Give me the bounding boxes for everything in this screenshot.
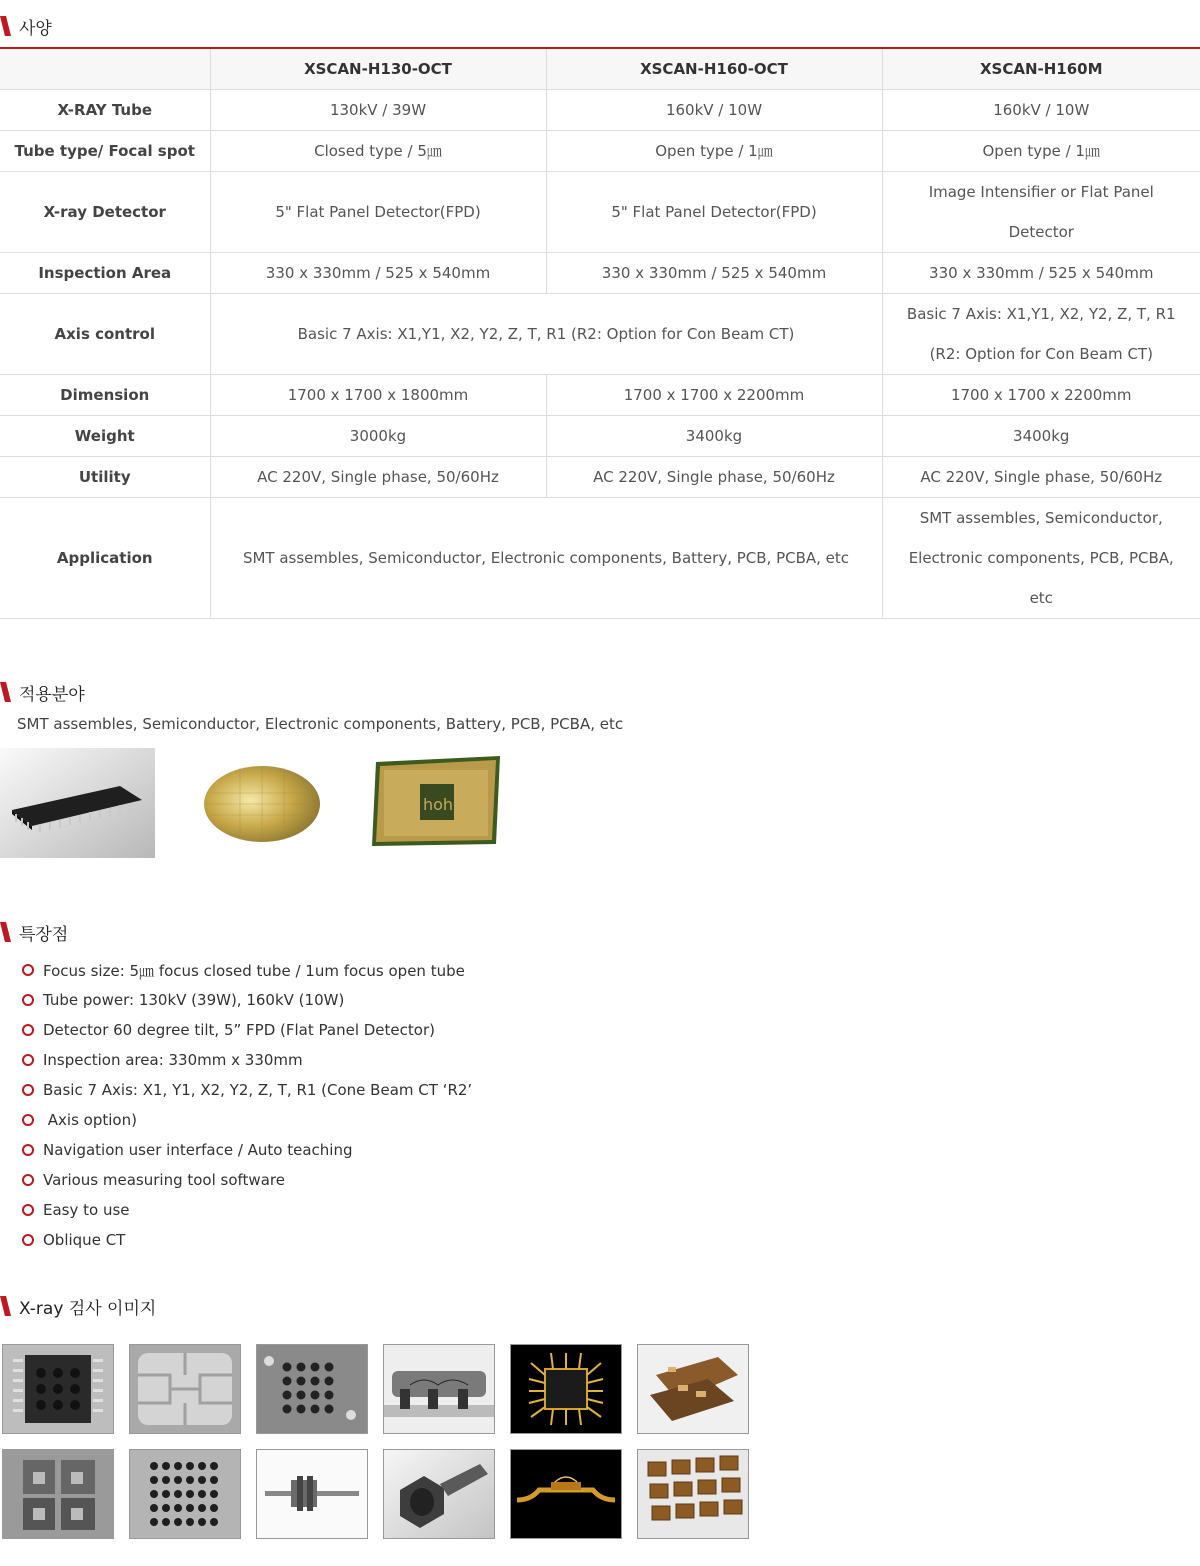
table-cell: 1700 x 1700 x 2200mm	[882, 375, 1200, 416]
table-cell: 160kV / 10W	[546, 90, 882, 131]
table-cell: AC 220V, Single phase, 50/60Hz	[210, 457, 546, 498]
table-cell: AC 220V, Single phase, 50/60Hz	[882, 457, 1200, 498]
feature-text: Axis option)	[43, 1111, 137, 1129]
table-cell: 330 x 330mm / 525 x 540mm	[882, 253, 1200, 294]
heading-marker-icon	[0, 682, 11, 702]
features-heading-text: 특장점	[19, 924, 69, 945]
row-label: Tube type/ Focal spot	[0, 131, 210, 172]
table-row	[0, 253, 1200, 294]
wafer-photo	[180, 748, 335, 858]
list-item	[22, 1075, 472, 1105]
bullet-circle-icon	[22, 1144, 34, 1156]
features-heading	[0, 919, 68, 945]
application-heading-text: 적용분야	[19, 684, 85, 705]
feature-text: Tube power: 130kV (39W), 160kV (10W)	[43, 991, 345, 1009]
table-cell: 3000kg	[210, 416, 546, 457]
table-cell-merged: Basic 7 Axis: X1,Y1, X2, Y2, Z, T, R1 (R2: Option for Con Beam CT)	[210, 294, 882, 375]
table-cell: 5" Flat Panel Detector(FPD)	[546, 172, 882, 253]
xray-image-package-side	[383, 1344, 495, 1434]
table-cell-merged: SMT assembles, Semiconductor, Electronic components, Battery, PCB, PCBA, etc	[210, 498, 882, 619]
row-label: Dimension	[0, 375, 210, 416]
list-item	[22, 1045, 472, 1075]
row-label: Axis control	[0, 294, 210, 375]
table-cell: 160kV / 10W	[882, 90, 1200, 131]
xray-image-sim-card	[129, 1344, 241, 1434]
bullet-circle-icon	[22, 1114, 34, 1126]
table-cell: 3400kg	[882, 416, 1200, 457]
table-row	[0, 294, 1200, 375]
bullet-circle-icon	[22, 994, 34, 1006]
xray-image-fitting-3d	[383, 1449, 495, 1539]
list-item	[22, 1195, 472, 1225]
bullet-circle-icon	[22, 1174, 34, 1186]
ic-chip-photo	[0, 748, 155, 858]
table-cell: Basic 7 Axis: X1,Y1, X2, Y2, Z, T, R1 (R2: Option for Con Beam CT)	[882, 294, 1200, 375]
xray-image-bga	[256, 1344, 368, 1434]
table-cell: 3400kg	[546, 416, 882, 457]
table-cell: 130kV / 39W	[210, 90, 546, 131]
xray-heading-text: X-ray 검사 이미지	[19, 1298, 157, 1319]
xray-image-wire-bond-color	[510, 1449, 622, 1539]
list-item	[22, 1225, 472, 1255]
application-heading	[0, 679, 85, 705]
table-cell: Image Intensifier or Flat Panel Detector	[882, 172, 1200, 253]
table-row	[0, 172, 1200, 253]
feature-text: Inspection area: 330mm x 330mm	[43, 1051, 303, 1069]
table-row	[0, 457, 1200, 498]
feature-text: Detector 60 degree tilt, 5” FPD (Flat Panel Detector)	[43, 1021, 435, 1039]
row-label: X-RAY Tube	[0, 90, 210, 131]
heading-marker-icon	[0, 922, 11, 942]
list-item	[22, 1105, 472, 1135]
spec-heading	[0, 13, 52, 39]
list-item	[22, 1135, 472, 1165]
table-cell: AC 220V, Single phase, 50/60Hz	[546, 457, 882, 498]
feature-text: Easy to use	[43, 1201, 130, 1219]
table-header-row	[0, 48, 1200, 90]
xray-heading	[0, 1293, 156, 1319]
spec-heading-text: 사양	[19, 18, 52, 39]
table-cell: Open type / 1㎛	[882, 131, 1200, 172]
xray-image-3d-array	[637, 1449, 749, 1539]
list-item	[22, 1165, 472, 1195]
list-item	[22, 955, 472, 985]
list-item	[22, 1015, 472, 1045]
svg-text:hoh: hoh	[423, 795, 454, 814]
table-row	[0, 131, 1200, 172]
cpu-chip-photo	[362, 748, 507, 858]
xray-image-power-module	[2, 1449, 114, 1539]
application-text: SMT assembles, Semiconductor, Electronic components, Battery, PCB, PCBA, etc	[17, 715, 624, 733]
features-list	[22, 955, 472, 1255]
model-header: XSCAN-H160M	[882, 48, 1200, 90]
heading-marker-icon	[0, 1296, 11, 1316]
table-cell: Closed type / 5㎛	[210, 131, 546, 172]
row-label: Weight	[0, 416, 210, 457]
table-row	[0, 90, 1200, 131]
row-label: Inspection Area	[0, 253, 210, 294]
row-label: Application	[0, 498, 210, 619]
xray-image-connector-pin	[256, 1449, 368, 1539]
feature-text: Basic 7 Axis: X1, Y1, X2, Y2, Z, T, R1 (Cone Beam CT ‘R2’	[43, 1081, 473, 1099]
bullet-circle-icon	[22, 1204, 34, 1216]
model-header: XSCAN-H130-OCT	[210, 48, 546, 90]
feature-text: Navigation user interface / Auto teaching	[43, 1141, 353, 1159]
bullet-circle-icon	[22, 1084, 34, 1096]
table-cell: Open type / 1㎛	[546, 131, 882, 172]
feature-text: Various measuring tool software	[43, 1171, 285, 1189]
table-cell: 1700 x 1700 x 2200mm	[546, 375, 882, 416]
xray-image-qfn	[2, 1344, 114, 1434]
table-cell: 5" Flat Panel Detector(FPD)	[210, 172, 546, 253]
row-label: Utility	[0, 457, 210, 498]
row-label: X-ray Detector	[0, 172, 210, 253]
xray-image-3d-ct	[637, 1344, 749, 1434]
xray-image-bga-voids	[129, 1449, 241, 1539]
list-item	[22, 985, 472, 1015]
table-row	[0, 416, 1200, 457]
spec-table	[0, 47, 1200, 619]
bullet-circle-icon	[22, 1234, 34, 1246]
table-row	[0, 498, 1200, 619]
feature-text: Focus size: 5㎛ focus closed tube / 1um focus open tube	[43, 961, 465, 980]
xray-image-leadframe-color	[510, 1344, 622, 1434]
table-cell: 330 x 330mm / 525 x 540mm	[546, 253, 882, 294]
header-empty-cell	[0, 48, 210, 90]
bullet-circle-icon	[22, 964, 34, 976]
bullet-circle-icon	[22, 1054, 34, 1066]
table-row	[0, 375, 1200, 416]
feature-text: Oblique CT	[43, 1231, 126, 1249]
table-cell: 330 x 330mm / 525 x 540mm	[210, 253, 546, 294]
heading-marker-icon	[0, 16, 11, 36]
table-cell: SMT assembles, Semiconductor, Electronic components, PCB, PCBA, etc	[882, 498, 1200, 619]
model-header: XSCAN-H160-OCT	[546, 48, 882, 90]
table-cell: 1700 x 1700 x 1800mm	[210, 375, 546, 416]
bullet-circle-icon	[22, 1024, 34, 1036]
